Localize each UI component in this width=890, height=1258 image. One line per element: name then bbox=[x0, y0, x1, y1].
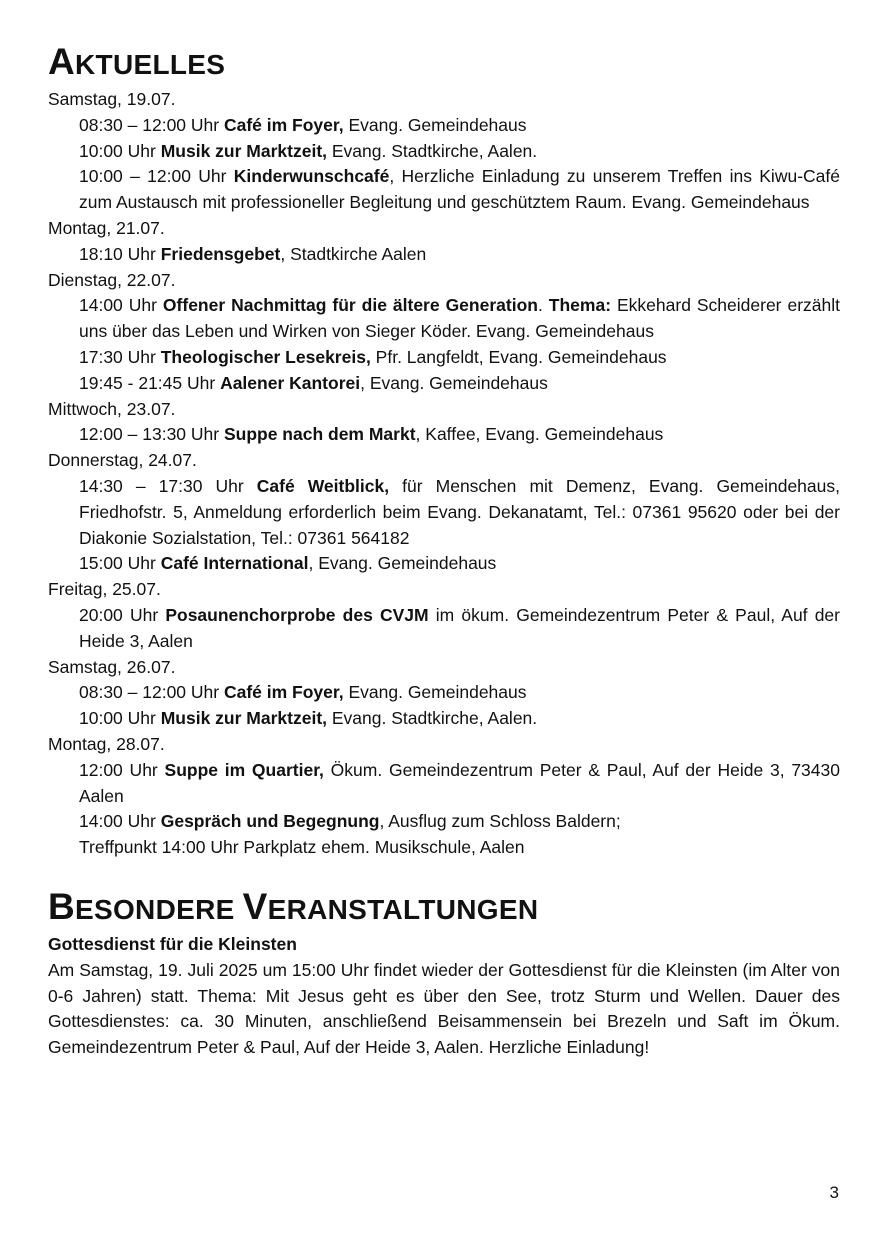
event-item: 20:00 Uhr Posaunenchorprobe des CVJM im ökum. Gemeindezentrum Peter & Paul, Auf der Heide 3, Aalen bbox=[79, 604, 840, 651]
event-continuation: Treffpunkt 14:00 Uhr Parkplatz ehem. Musikschule, Aalen bbox=[79, 837, 525, 858]
event-item: 19:45 - 21:45 Uhr Aalener Kantorei, Evang. Gemeindehaus bbox=[79, 372, 548, 393]
section-title-besondere-veranstaltungen: BESONDERE VERANSTALTUNGEN bbox=[48, 885, 539, 927]
day-label: Samstag, 26.07. bbox=[48, 656, 176, 677]
event-item: 12:00 – 13:30 Uhr Suppe nach dem Markt, Kaffee, Evang. Gemeindehaus bbox=[79, 424, 664, 445]
day-label: Montag, 28.07. bbox=[48, 733, 165, 754]
event-item: 14:00 Uhr Offener Nachmittag für die ältere Generation. Thema: Ekkehard Scheiderer erzählt uns über das Leben und Wirken von Sieger Köder. Evang. Gemeindehaus bbox=[79, 295, 841, 342]
special-event-heading: Gottesdienst für die Kleinsten bbox=[48, 933, 297, 954]
day-label: Mittwoch, 23.07. bbox=[48, 398, 176, 419]
page bbox=[48, 40, 840, 1061]
day-label: Donnerstag, 24.07. bbox=[48, 450, 197, 471]
event-item: 15:00 Uhr Café International, Evang. Gemeindehaus bbox=[79, 553, 497, 574]
special-event-description: Am Samstag, 19. Juli 2025 um 15:00 Uhr findet wieder der Gottesdienst für die Kleinsten (im Alter von 0-6 Jahren) statt. Thema: Mit Jesus geht es über den See, trotz Sturm und Wellen. Dauer des Gottesdienstes: ca. 30 Minuten, anschließend Beisammensein bei Brezeln und Saft im Ökum. Gemeindezentrum Peter & Paul, Auf der Heide 3, Aalen. Herzliche Einladung! bbox=[48, 959, 840, 1058]
event-item: 08:30 – 12:00 Uhr Café im Foyer, Evang. Gemeindehaus bbox=[79, 682, 527, 703]
day-label: Freitag, 25.07. bbox=[48, 579, 161, 600]
day-label: Montag, 21.07. bbox=[48, 217, 165, 238]
event-item: 18:10 Uhr Friedensgebet, Stadtkirche Aalen bbox=[79, 243, 427, 264]
event-item: 08:30 – 12:00 Uhr Café im Foyer, Evang. Gemeindehaus bbox=[79, 114, 527, 135]
event-item: 12:00 Uhr Suppe im Quartier, Ökum. Gemeindezentrum Peter & Paul, Auf der Heide 3, 73430 Aalen bbox=[79, 759, 840, 806]
event-item: 10:00 Uhr Musik zur Marktzeit, Evang. Stadtkirche, Aalen. bbox=[79, 708, 538, 729]
event-item: 10:00 Uhr Musik zur Marktzeit, Evang. Stadtkirche, Aalen. bbox=[79, 140, 538, 161]
event-item: 14:30 – 17:30 Uhr Café Weitblick, für Menschen mit Demenz, Evang. Gemeindehaus, Friedhofstr. 5, Anmeldung erforderlich beim Evang. Dekanatamt, Tel.: 07361 95620 oder bei der Diakonie Sozialstation, Tel.: 07361 564182 bbox=[79, 475, 840, 548]
day-label: Samstag, 19.07. bbox=[48, 89, 176, 109]
page-number: 3 bbox=[829, 1183, 839, 1202]
section-title-aktuelles: AKTUELLES bbox=[48, 41, 226, 82]
event-item: 10:00 – 12:00 Uhr Kinderwunschcafé, Herzliche Einladung zu unserem Treffen ins Kiwu-Café zum Austausch mit professioneller Begleitung und geschütztem Raum. Evang. Gemeindehaus bbox=[79, 166, 840, 213]
day-label: Dienstag, 22.07. bbox=[48, 269, 176, 290]
event-item: 14:00 Uhr Gespräch und Begegnung, Ausflug zum Schloss Baldern; Treffpunkt 14:00 Uhr Parkplatz ehem. Musikschule, Aalen bbox=[79, 811, 621, 858]
event-item: 17:30 Uhr Theologischer Lesekreis, Pfr. Langfeldt, Evang. Gemeindehaus bbox=[79, 346, 667, 367]
